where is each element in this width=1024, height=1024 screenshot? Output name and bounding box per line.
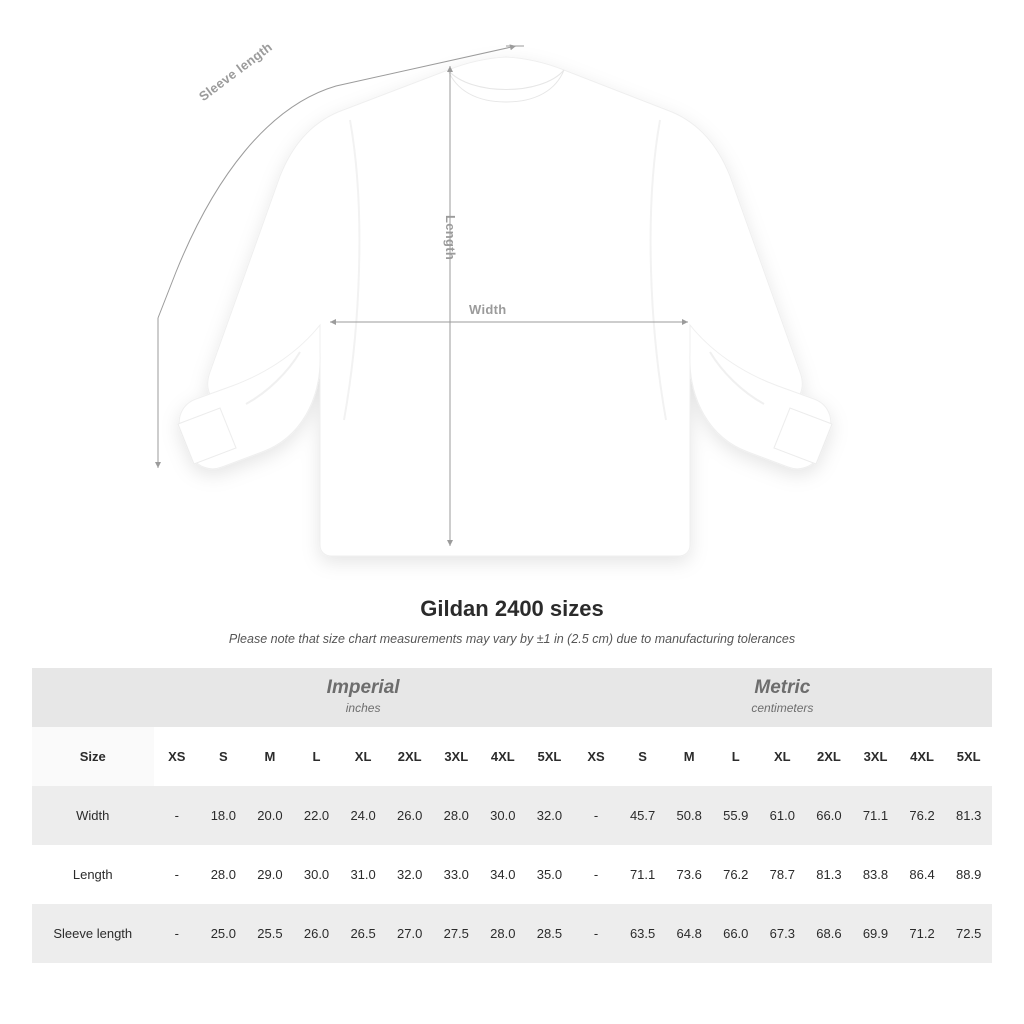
measurement-cell-metric: 81.3: [806, 845, 853, 904]
size-header-cell: 4XL: [899, 727, 946, 786]
measurement-cell-imperial: 27.5: [433, 904, 480, 963]
measurement-cell-metric: 45.7: [619, 786, 666, 845]
size-header-cell: 4XL: [480, 727, 527, 786]
measurement-cell-metric: 68.6: [806, 904, 853, 963]
measurement-cell-metric: 83.8: [852, 845, 899, 904]
measurement-cell-imperial: 25.5: [247, 904, 294, 963]
measurement-cell-imperial: 31.0: [340, 845, 387, 904]
size-header-cell: S: [200, 727, 247, 786]
table-row: [32, 904, 992, 963]
measurement-cell-imperial: 28.0: [200, 845, 247, 904]
size-header-cell: 2XL: [386, 727, 433, 786]
measurement-cell-imperial: 33.0: [433, 845, 480, 904]
measurement-cell-metric: 66.0: [712, 904, 759, 963]
measurement-cell-imperial: 30.0: [293, 845, 340, 904]
measurement-cell-imperial: 27.0: [386, 904, 433, 963]
sleeve-length-label: Sleeve length: [196, 39, 276, 104]
measurement-cell-imperial: 22.0: [293, 786, 340, 845]
size-header-cell: 3XL: [852, 727, 899, 786]
measurement-cell-metric: 71.2: [899, 904, 946, 963]
row-header-cell: Width: [32, 786, 154, 845]
table-row: [32, 786, 992, 845]
measurement-cell-imperial: 24.0: [340, 786, 387, 845]
unit-header-metric: Metric centimeters: [573, 668, 992, 727]
measurement-cell-imperial: 28.0: [433, 786, 480, 845]
measurement-cell-metric: 61.0: [759, 786, 806, 845]
size-header-cell: L: [293, 727, 340, 786]
tolerance-note: Please note that size chart measurements may vary by ±1 in (2.5 cm) due to manufacturing tolerances: [228, 632, 796, 646]
measurement-cell-imperial: 35.0: [526, 845, 573, 904]
size-header-cell: XL: [759, 727, 806, 786]
measurement-cell-metric: 66.0: [806, 786, 853, 845]
measurement-cell-imperial: 28.5: [526, 904, 573, 963]
unit-header-spacer: [32, 668, 154, 727]
measurement-cell-metric: 86.4: [899, 845, 946, 904]
width-label: Width: [469, 302, 507, 317]
measurement-cell-imperial: -: [154, 786, 201, 845]
measurement-cell-imperial: -: [154, 904, 201, 963]
measurement-cell-imperial: 28.0: [480, 904, 527, 963]
size-header-cell: L: [712, 727, 759, 786]
size-header-cell: XS: [154, 727, 201, 786]
size-header-cell: S: [619, 727, 666, 786]
measurement-cell-metric: 78.7: [759, 845, 806, 904]
measurement-cell-metric: 71.1: [619, 845, 666, 904]
measurement-cell-metric: 88.9: [945, 845, 992, 904]
size-header-cell: XL: [340, 727, 387, 786]
length-label: Length: [443, 215, 458, 261]
measurement-cell-metric: 50.8: [666, 786, 713, 845]
measurement-cell-metric: -: [573, 904, 620, 963]
measurement-cell-imperial: 32.0: [386, 845, 433, 904]
title-block: [0, 596, 1024, 646]
measurement-cell-metric: 81.3: [945, 786, 992, 845]
size-header-cell: XS: [573, 727, 620, 786]
measurement-cell-imperial: 34.0: [480, 845, 527, 904]
measurement-cell-metric: 64.8: [666, 904, 713, 963]
size-header-row: [32, 727, 992, 786]
row-header-cell: Length: [32, 845, 154, 904]
row-header-cell: Sleeve length: [32, 904, 154, 963]
size-chart-table: [32, 668, 992, 963]
page-title: Gildan 2400 sizes: [420, 596, 604, 621]
measurement-cell-imperial: 30.0: [480, 786, 527, 845]
measurement-cell-metric: 76.2: [712, 845, 759, 904]
size-header-cell: 2XL: [806, 727, 853, 786]
measurement-cell-metric: 73.6: [666, 845, 713, 904]
measurement-cell-metric: 67.3: [759, 904, 806, 963]
measurement-cell-metric: 76.2: [899, 786, 946, 845]
measurement-cell-metric: 55.9: [712, 786, 759, 845]
size-header-cell: 3XL: [433, 727, 480, 786]
unit-header-imperial: Imperial inches: [154, 668, 573, 727]
unit-header-row: [32, 668, 992, 727]
measurement-cell-imperial: 25.0: [200, 904, 247, 963]
measurement-cell-imperial: 20.0: [247, 786, 294, 845]
measurement-cell-metric: -: [573, 786, 620, 845]
measurement-cell-imperial: 29.0: [247, 845, 294, 904]
measurement-cell-imperial: 26.0: [293, 904, 340, 963]
measurement-cell-metric: 71.1: [852, 786, 899, 845]
size-header-cell: 5XL: [945, 727, 992, 786]
size-label-cell: Size: [32, 727, 154, 786]
measurement-cell-metric: 63.5: [619, 904, 666, 963]
size-header-cell: M: [247, 727, 294, 786]
measurement-cell-metric: -: [573, 845, 620, 904]
measurement-cell-metric: 69.9: [852, 904, 899, 963]
measurement-cell-imperial: -: [154, 845, 201, 904]
measurement-cell-imperial: 26.0: [386, 786, 433, 845]
size-header-cell: M: [666, 727, 713, 786]
size-header-cell: 5XL: [526, 727, 573, 786]
measurement-cell-imperial: 32.0: [526, 786, 573, 845]
measurement-cell-imperial: 26.5: [340, 904, 387, 963]
measurement-cell-metric: 72.5: [945, 904, 992, 963]
size-table-wrapper: [32, 668, 992, 963]
measurement-cell-imperial: 18.0: [200, 786, 247, 845]
table-row: [32, 845, 992, 904]
